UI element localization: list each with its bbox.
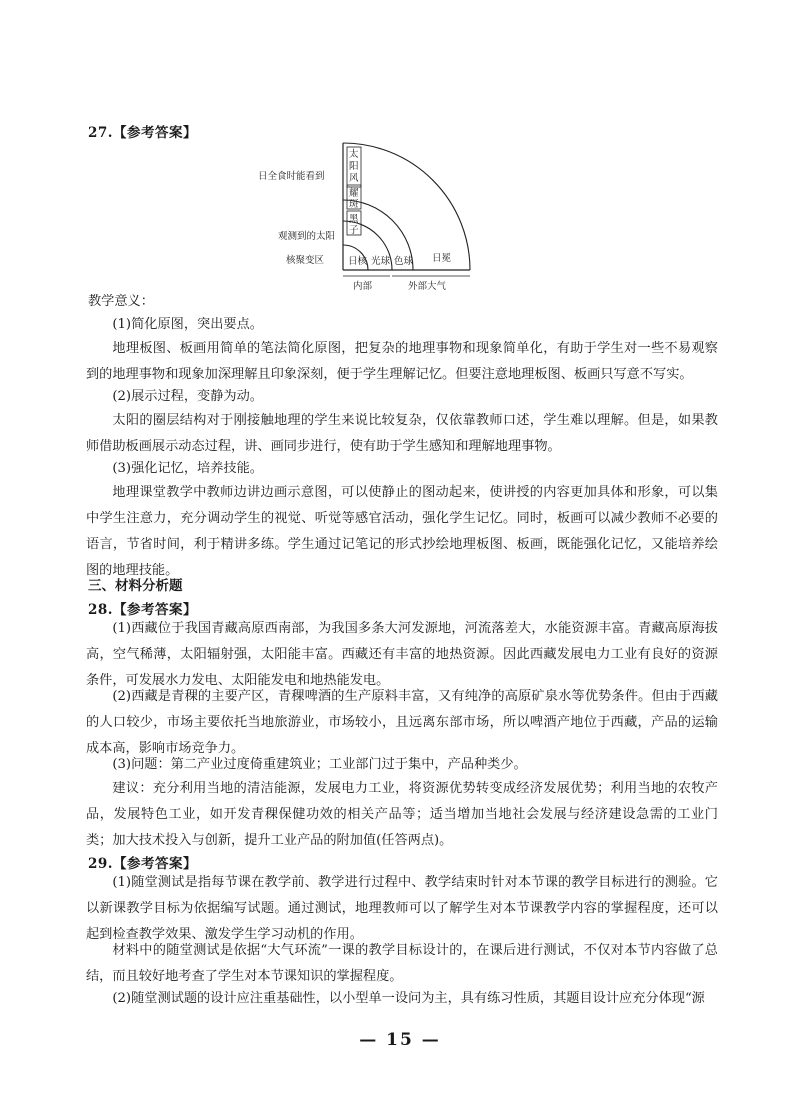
q28-paragraph: (1)西藏位于我国青藏高原西南部，为我国多条大河发源地，河流落差大，水能资源丰富。青藏高原海拔高，空气稀薄，太阳辐射强，太阳能丰富。西藏还有丰富的地热资源。因此西藏发展电力工业有良好的资源条件，可发展水力发电、太阳能发电和地热能发电。 [86, 621, 718, 688]
diagram-side-label: 日全食时能看到 [258, 171, 325, 182]
bottom-group-label: 内部 [353, 281, 373, 292]
arc-char: 太 [349, 149, 359, 160]
q29-paragraph: 材料中的随堂测试是依据“大气环流”一课的教学目标设计的，在课后进行测试，不仅对本节内容做了总结，而且较好地考查了学生对本节课知识的掌握程度。 [86, 943, 718, 984]
arc-char: 黑 [349, 214, 359, 225]
q27-paragraph: 太阳的圈层结构对于刚接触地理的学生来说比较复杂，仅依靠教师口述，学生难以理解。但是，如果教师借助板画展示动态过程，讲、画同步进行，使有助于学生感知和理解地理事物。 [86, 413, 718, 454]
bottom-cell-label: 光球 [371, 256, 391, 267]
arc-char: 斑 [349, 199, 359, 210]
q29-paragraph: (2)随堂测试题的设计应注重基础性，以小型单一设问为主，具有练习性质，其题目设计应充分体现“源 [112, 991, 705, 1006]
sun-structure-diagram [250, 135, 490, 295]
q27-paragraph: 地理课堂教学中教师边讲边画示意图，可以使静止的图动起来，使讲授的内容更加具体和形象，可以集中学生注意力，充分调动学生的视觉、听觉等感官活动，强化学生记忆。同时，板画可以减少教师不必要的语言，节省时间，利于精讲多练。学生通过记笔记的形式抄绘地理板图、板画，既能强化记忆，又能培养绘图的地理技能。 [86, 485, 718, 578]
q27-point-1: (1)简化原图，突出要点。 [112, 317, 263, 332]
q27-point-2: (2)展示过程，变静为动。 [112, 389, 263, 404]
q29-paragraph: (1)随堂测试是指每节课在教学前、教学进行过程中、教学结束时针对本节课的教学目标进行的测验。它以新课教学目标为依据编写试题。通过测试，地理教师可以了解学生对本节课教学内容的掌握程度，还可以起到检查教学效果、激发学生学习动机的作用。 [86, 875, 718, 942]
arc-char: 耀 [349, 188, 359, 199]
q27-heading: 27.【参考答案】 [88, 125, 197, 141]
q29-heading: 29.【参考答案】 [88, 856, 197, 872]
q27-point-3: (3)强化记忆，培养技能。 [112, 461, 263, 476]
bottom-cell-label: 日冕 [432, 253, 452, 264]
arc-char: 阳 [349, 161, 359, 172]
arc-char: 子 [349, 225, 359, 236]
q28-paragraph: (2)西藏是青稞的主要产区，青稞啤酒的生产原料丰富，又有纯净的高原矿泉水等优势条件。但由于西藏的人口较少，市场主要依托当地旅游业，市场较小，且远离东部市场，所以啤酒产地位于西藏，产品的运输成本高，影响市场竞争力。 [86, 689, 718, 756]
bottom-cell-label: 色球 [394, 256, 414, 267]
arc-char: 风 [349, 173, 359, 184]
q27-paragraph: 地理板图、板画用简单的笔法简化原图，把复杂的地理事物和现象简单化，有助于学生对一些不易观察到的地理事物和现象加深理解且印象深刻，便于学生理解记忆。但要注意地理板图、板画只写意不写实。 [86, 341, 718, 382]
page-number: — 15 — [359, 1030, 441, 1050]
meaning-title: 教学意义： [88, 294, 154, 309]
q28-paragraph: 建议：充分利用当地的清洁能源，发展电力工业，将资源优势转变成经济发展优势；利用当地的农牧产品，发展特色工业，如开发青稞保健功效的相关产品等；适当增加当地社会发展与经济建设急需的工业门类；加大技术投入与创新，提升工业产品的附加值(任答两点)。 [86, 781, 718, 848]
q28-paragraph: (3)问题：第二产业过度倚重建筑业；工业部门过于集中，产品种类少。 [112, 757, 527, 772]
section-heading: 三、材料分析题 [88, 578, 183, 594]
q28-heading: 28.【参考答案】 [88, 602, 197, 618]
diagram-side-label: 核聚变区 [286, 255, 325, 266]
bottom-group-label: 外部大气 [408, 281, 447, 292]
diagram-side-label: 观测到的太阳 [278, 231, 336, 242]
bottom-cell-label: 日核 [348, 256, 368, 267]
